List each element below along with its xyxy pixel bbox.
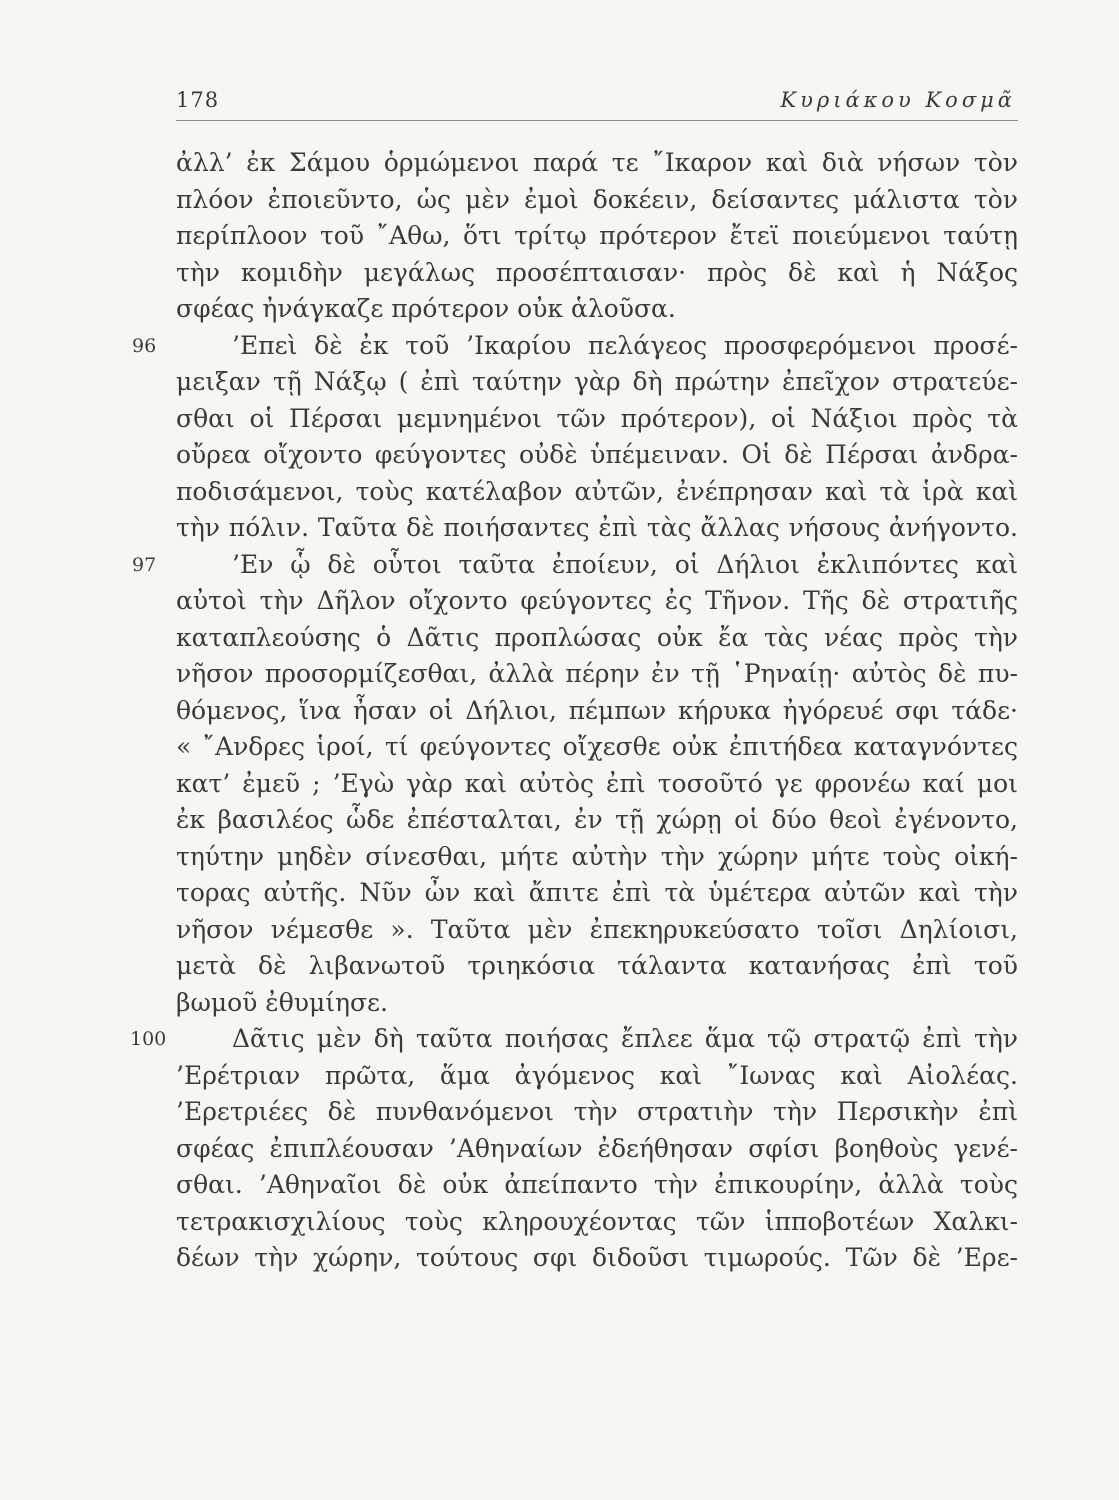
header-rule [176,120,1018,121]
text-line: σθαι οἱ Πέρσαι μεμνημένοι τῶν πρότερον), οἱ Νάξιοι πρὸς τὰ [176,403,1018,433]
chapter-number: 100 [130,1028,167,1050]
text-line-content: ’Εν ᾧ δὲ οὗτοι ταῦτα ἐποίευν, οἱ Δήλιοι ἐκλιπόντες καὶ [232,549,1018,579]
text-line-first [130,1021,1018,1058]
text-line: οὔρεα οἴχοντο φεύγοντες οὐδὲ ὑπέμειναν. Οἱ δὲ Πέρσαι ἀνδρα- [176,440,1018,469]
body-text [130,145,1018,1277]
text-line: μειξαν τῇ Νάξῳ ( ἐπὶ ταύτην γὰρ δὴ πρώτην ἐπεῖχον στρατεύε- [176,367,1018,396]
text-line: μετὰ δὲ λιβανωτοῦ τριηκόσια τάλαντα κατανήσας ἐπὶ τοῦ [176,951,1018,980]
running-title: Κυριάκου Κοσμᾶ [780,88,1016,112]
text-line: βωμοῦ ἐθυμίησε. [176,987,388,1017]
text-line: σθαι. ’Αθηναῖοι δὲ οὐκ ἀπείπαντο τὴν ἐπικουρίην, ἀλλὰ τοὺς [176,1170,1018,1199]
chapter-number: 96 [132,334,157,357]
text-line: νῆσον προσορμίζεσθαι, ἀλλὰ πέρην ἐν τῇ ῾Ρηναίῃ· αὐτὸς δὲ πυ- [176,659,1018,688]
text-line: τορας αὐτῆς. Νῦν ὦν καὶ ἄπιτε ἐπὶ τὰ ὑμέτερα αὐτῶν καὶ τὴν [176,878,1018,907]
text-line: θόμενος, ἵνα ἦσαν οἱ Δήλιοι, πέμπων κήρυκα ἠγόρευέ σφι τάδε· [176,695,1018,725]
text-line-first [132,328,1018,365]
text-line: σφέας ἐπιπλέουσαν ’Αθηναίων ἐδεήθησαν σφίσι βοηθοὺς γενέ- [176,1133,1018,1163]
chapter-96 [132,328,1018,547]
page-number: 178 [176,88,220,112]
text-line: ’Ερετριέες δὲ πυνθανόμενοι τὴν στρατιὴν τὴν Περσικὴν ἐπὶ [176,1097,1018,1126]
text-line: ἐκ βασιλέος ὧδε ἐπέσταλται, ἐν τῇ χώρῃ οἱ δύο θεοὶ ἐγένοντο, [176,805,1018,834]
text-line: σφέας ἠνάγκαζε πρότερον οὐκ ἁλοῦσα. [176,294,676,323]
chapter-number: 97 [132,553,157,576]
text-line: κατ’ ἐμεῦ ; ’Εγὼ γὰρ καὶ αὐτὸς ἐπὶ τοσοῦτό γε φρονέω καί μοι [176,768,1018,798]
chapter-97 [132,547,1018,1022]
text-line: πλόον ἐποιεῦντο, ὡς μὲν ἐμοὶ δοκέειν, δείσαντες μάλιστα τὸν [176,184,1018,214]
text-line-first [132,547,1018,584]
paragraph-continuation [176,145,1018,328]
text-line: ’Ερέτριαν πρῶτα, ἅμα ἀγόμενος καὶ ῎Ιωνας καὶ Αἰολέας. [176,1060,1018,1090]
chapter-100 [130,1021,1018,1277]
text-line: « ῎Ανδρες ἱροί, τί φεύγοντες οἴχεσθε οὐκ ἐπιτήδεα καταγνόντες [176,732,1018,761]
text-line: ἀλλ’ ἐκ Σάμου ὁρμώμενοι παρά τε ῎Ικαρον καὶ διὰ νήσων τὸν [176,148,1018,177]
text-line: ποδισάμενοι, τοὺς κατέλαβον αὐτῶν, ἐνέπρησαν καὶ τὰ ἱρὰ καὶ [176,476,1018,506]
text-line-content: ’Επεὶ δὲ ἐκ τοῦ ’Ικαρίου πελάγεος προσφερόμενοι προσέ- [232,330,1018,360]
text-line: δέων τὴν χώρην, τούτους σφι διδοῦσι τιμωρούς. Τῶν δὲ ’Ερε- [176,1243,1018,1272]
text-line: αὐτοὶ τὴν Δῆλον οἴχοντο φεύγοντες ἐς Τῆνον. Τῆς δὲ στρατιῆς [176,586,1018,615]
text-line: τετρακισχιλίους τοὺς κληρουχέοντας τῶν ἱπποβοτέων Χαλκι- [176,1206,1018,1236]
running-head [176,88,1016,122]
text-line: νῆσον νέμεσθε ». Ταῦτα μὲν ἐπεκηρυκεύσατο τοῖσι Δηλίοισι, [176,914,1018,944]
text-line: τηύτην μηδὲν σίνεσθαι, μήτε αὐτὴν τὴν χώρην μήτε τοὺς οἰκή- [176,841,1018,871]
text-line: τὴν κομιδὴν μεγάλως προσέπταισαν· πρὸς δὲ καὶ ἡ Νάξος [176,257,1018,287]
text-line: περίπλοον τοῦ ῎Αθω, ὅτι τρίτῳ πρότερον ἔτεϊ ποιεύμενοι ταύτῃ [176,221,1018,250]
text-line: καταπλεούσης ὁ Δᾶτις προπλώσας οὐκ ἔα τὰς νέας πρὸς τὴν [176,622,1018,652]
text-line: τὴν πόλιν. Ταῦτα δὲ ποιήσαντες ἐπὶ τὰς ἄλλας νήσους ἀνήγοντο. [176,513,1018,542]
text-line-content: Δᾶτις μὲν δὴ ταῦτα ποιήσας ἔπλεε ἅμα τῷ στρατῷ ἐπὶ τὴν [232,1024,1018,1053]
